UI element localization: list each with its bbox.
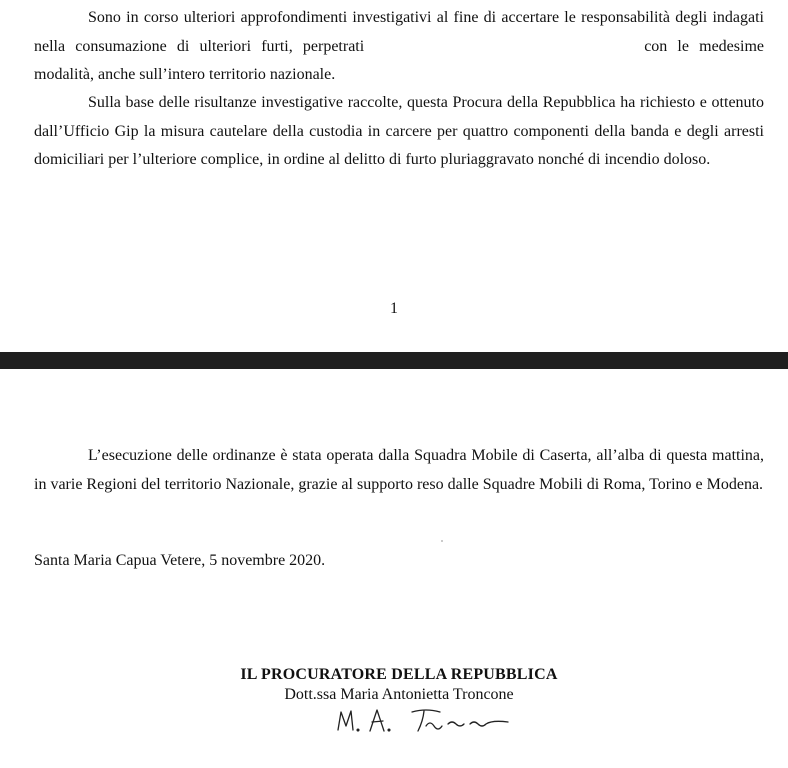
page-separator [0,352,788,369]
paragraph-measures: Sulla base delle risultanze investigative raccolte, questa Procura della Repubblica ha richiesto e ottenuto dall’Ufficio Gip la misura cautelare della custodia in carcere per quattro componenti della banda e degli arresti domiciliari per l’ulteriore complice, in ordine al delitto di furto pluriaggravato nonché di incendio doloso. [34,94,764,168]
document-page-top [0,0,788,352]
paragraph-investigations [34,4,764,90]
signature-name: Dott.ssa Maria Antonietta Troncone [284,686,514,703]
page-number: 1 [390,300,398,317]
paragraph-execution: L’esecuzione delle ordinanze è stata operata dalla Squadra Mobile di Caserta, all’alba di questa mattina, in varie Regioni del territorio Nazionale, grazie al supporto reso dalle Squadre Mobili di Roma, Torino e Modena. [34,447,764,493]
place-date: Santa Maria Capua Vetere, 5 novembre 2020. [34,552,326,569]
paragraph-investigations-part-b: con le medesime modalità, anche sull’intero territorio nazionale. [34,37,764,83]
signature-title: IL PROCURATORE DELLA REPUBBLICA [240,666,558,683]
scan-speck [441,540,443,542]
handwritten-signature [332,702,512,738]
paragraph-investigations-part-a: Sono in corso ulteriori approfondimenti investigativi al fine di accertare le responsabilità degli indagati nella consumazione di ulteriori furti, perpetrati [34,9,764,55]
